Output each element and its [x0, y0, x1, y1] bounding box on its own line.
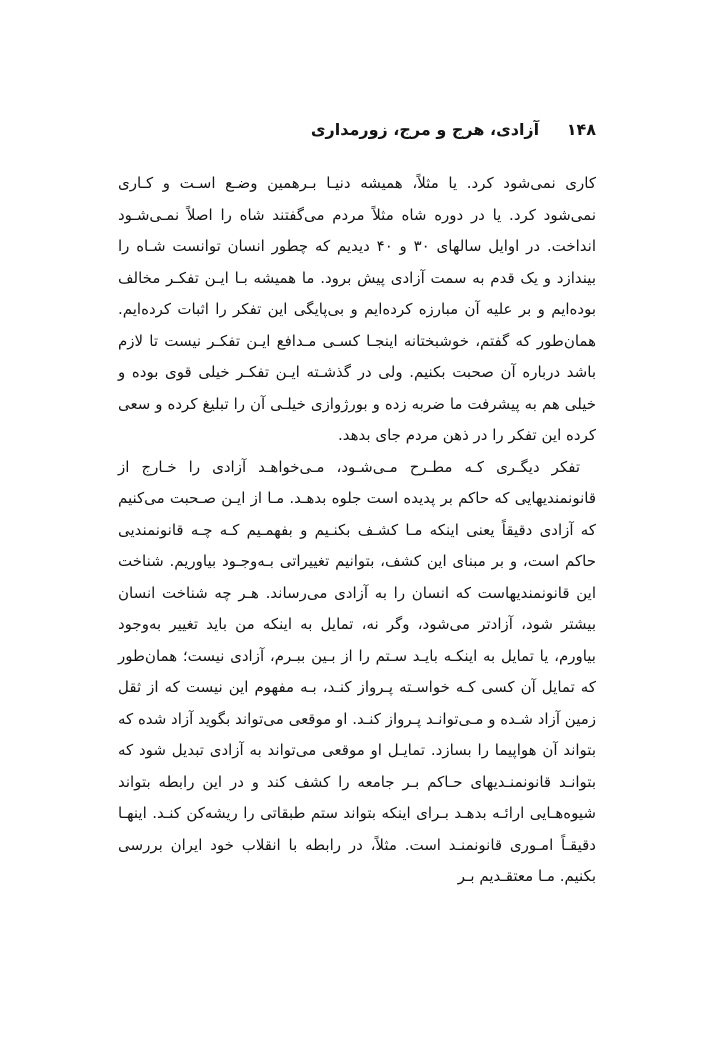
- running-header: [118, 118, 596, 142]
- page-number: ۱۴۸: [566, 120, 596, 139]
- body-text: [118, 168, 596, 893]
- book-title: آزادی، هرج و مرج، زورمداری: [310, 120, 540, 139]
- paragraph-2: تفکر دیگـری کـه مطـرح مـی‌شـود، مـی‌خواهـد آزادی را خـارج از قانونمندیهایی که حاکم بر پدیده است جلوه بدهـد. مـا از ایـن صـحبت می‌کنیم که آزادی دقیقاً یعنی اینکه مـا کشـف بکنـیم و بفهمـیم کـه چـه قانونمندیی حاکم است، و بر مبنای این کشف، بتوانیم تغییراتی بـه‌وجـود بیاوریم. شناخت این قانونمندیهاست که انسان را به آزادی می‌رساند. هـر چه شناخت انسان بیشتر شود، آزادتر می‌شود، وگر نه، تمایل به اینکه من باید تغییر به‌وجود بیاورم، یا تمایل به اینکـه بایـد سـتم را از بـین ببـرم، آزادی نیست؛ همان‌طور که تمایل آن کسی کـه خواسـته پـرواز کنـد، بـه مفهوم این نیست که از ثقل زمین آزاد شـده و مـی‌توانـد پـرواز کنـد. او موقعی می‌تواند بگوید آزاد شده که بتواند آن هواپیما را بسازد. تمایـل او موقعی می‌تواند به آزادی تبدیل شود که بتوانـد قانونمنـدیهای حـاکم بـر جامعه را کشف کند و در این رابطه بتواند شیوه‌هـایی ارائـه بدهـد بـرای اینکه بتواند ستم طبقاتی را ریشه‌کن کنـد. اینهـا دقیقـاً امـوری قانونمنـد است. مثلاً، در رابطه با انقلاب خود ایران بررسی بکنیم. مـا معتقـدیم بـر: [118, 457, 596, 885]
- paragraph-1: کاری نمی‌شود کرد. یا مثلاً، همیشه دنیـا بـرهمین وضـع اسـت و کـاری نمی‌شود کرد. یا در دوره شاه مثلاً مردم می‌گفتند شاه را اصلاً نمـی‌شـود انداخت. در اوایل سالهای ۳۰ و ۴۰ دیدیم که چطور انسان توانست شـاه را بیندازد و یک قدم به سمت آزادی پیش برود. ما همیشه بـا ایـن تفکـر مخالف بوده‌ایم و بر علیه آن مبارزه کرده‌ایم و بی‌پایگی این تفکر را اثبات کرده‌ایم. همان‌طور که گفتم، خوشبختانه اینجـا کسـی مـدافع ایـن تفکـر نیست تا لازم باشد درباره آن صحبت بکنیم. ولی در گذشـته ایـن تفکـر خیلی قوی بوده و خیلی هم به پیشرفت ما ضربه زده و بورژوازی خیلـی آن را تبلیغ کرده و سعی کرده این تفکر را در ذهن مردم جای بدهد.: [118, 174, 596, 444]
